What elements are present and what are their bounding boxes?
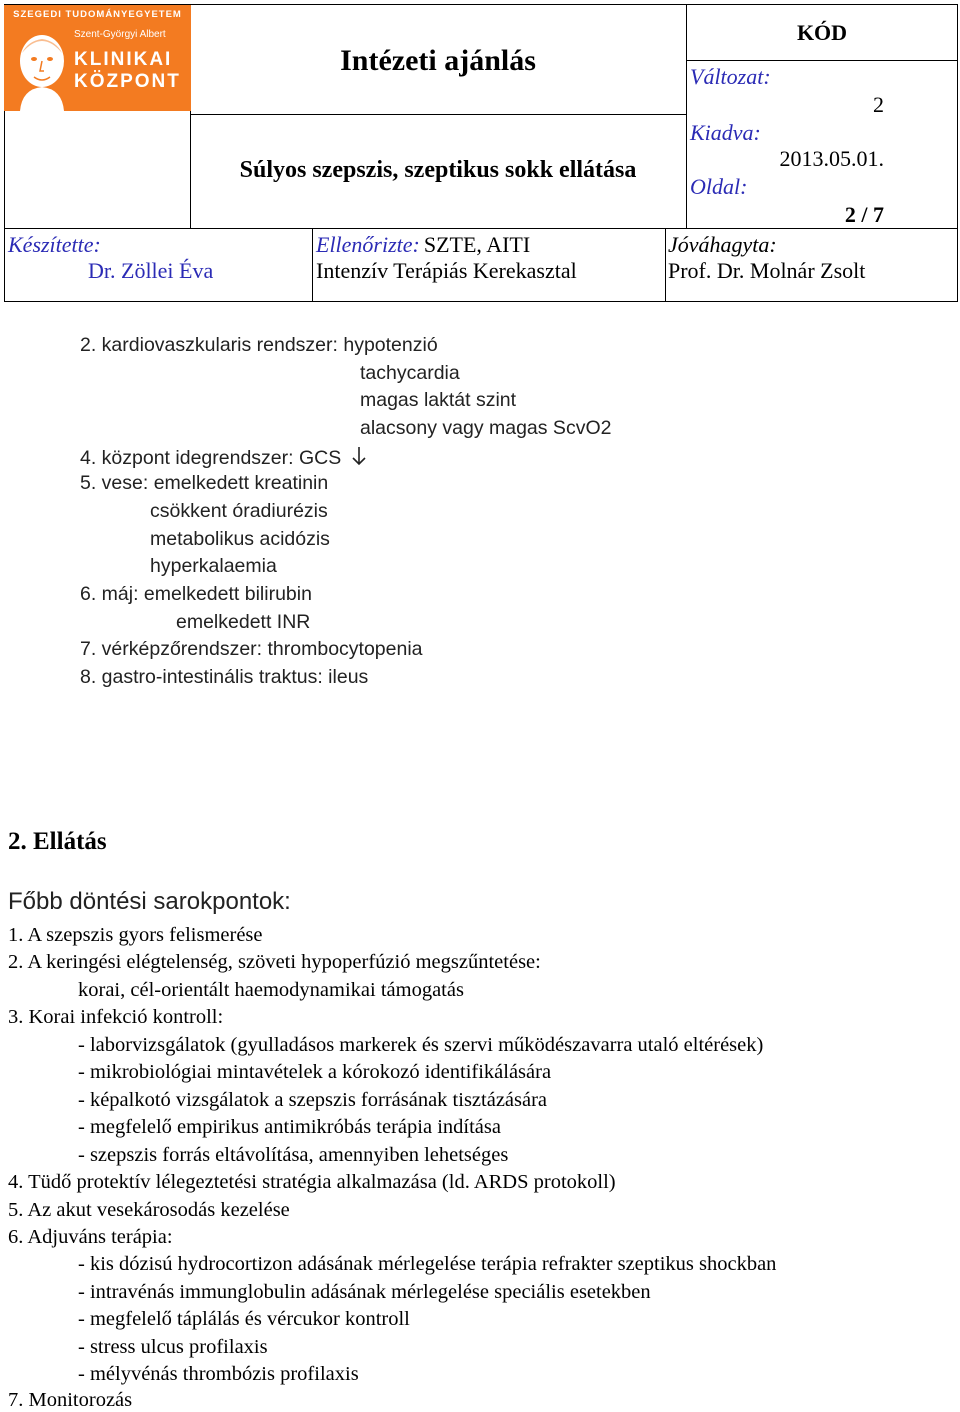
header-divider xyxy=(312,228,313,302)
list-item: csökkent óradiurézis xyxy=(150,500,328,522)
issued-value: 2013.05.01. xyxy=(779,146,884,171)
doc-type: Intézeti ajánlás xyxy=(340,44,536,77)
approved-label: Jóváhagyta: xyxy=(668,232,777,257)
list-item: tachycardia xyxy=(360,362,460,384)
list-item: 7. vérképzőrendszer: thrombocytopenia xyxy=(80,638,423,660)
checked-row xyxy=(316,232,530,258)
list-item: 7. Monitorozás xyxy=(8,1389,133,1411)
university-logo xyxy=(4,5,191,111)
list-item: 6. Adjuváns terápia: xyxy=(8,1226,173,1248)
section-subheading: Főbb döntési sarokpontok: xyxy=(8,888,291,915)
list-item: - kis dózisú hydrocortizon adásának mérlegelése terápia refrakter szeptikus shockban xyxy=(78,1253,777,1275)
list-item: hyperkalaemia xyxy=(150,555,277,577)
header-divider xyxy=(665,228,666,302)
list-item: emelkedett INR xyxy=(176,611,311,633)
version-label: Változat: xyxy=(690,64,771,89)
list-item: 5. Az akut vesekárosodás kezelése xyxy=(8,1199,290,1221)
gcs-text: 4. központ idegrendszer: GCS xyxy=(80,447,342,469)
header-divider xyxy=(686,4,687,228)
list-item: 3. Korai infekció kontroll: xyxy=(8,1006,224,1028)
list-item: 8. gastro-intestinális traktus: ileus xyxy=(80,666,369,688)
section-heading: 2. Ellátás xyxy=(8,828,107,855)
logo-university: SZEGEDI TUDOMÁNYEGYETEM xyxy=(4,5,191,25)
header-divider xyxy=(686,60,958,61)
portrait-icon xyxy=(12,23,72,111)
list-item: 4. Tüdő protektív lélegeztetési stratégia alkalmazása (ld. ARDS protokoll) xyxy=(8,1171,616,1193)
list-item: 6. máj: emelkedett bilirubin xyxy=(80,583,312,605)
checked-label: Ellenőrizte: xyxy=(316,232,420,257)
approved-value: Prof. Dr. Molnár Zsolt xyxy=(668,258,866,283)
list-item: - stress ulcus profilaxis xyxy=(78,1336,268,1358)
list-item: - intravénás immunglobulin adásának mérlegelése speciális esetekben xyxy=(78,1281,651,1303)
list-item: 2. kardiovaszkularis rendszer: hypotenzió xyxy=(80,334,438,356)
list-item: magas laktát szint xyxy=(360,389,517,411)
header-divider xyxy=(190,114,686,115)
prepared-value: Dr. Zöllei Éva xyxy=(88,258,214,283)
logo-subtitle: Szent-Györgyi Albert xyxy=(74,29,166,40)
logo-line2: KÖZPONT xyxy=(74,71,181,92)
list-item: korai, cél-orientált haemodynamikai támogatás xyxy=(78,979,464,1001)
list-item: - laborvizsgálatok (gyulladásos markerek és szervi működészavarra utaló eltérések) xyxy=(78,1034,764,1056)
list-item: 1. A szepszis gyors felismerése xyxy=(8,924,263,946)
list-item: 5. vese: emelkedett kreatinin xyxy=(80,472,329,494)
checked-value-2: Intenzív Terápiás Kerekasztal xyxy=(316,258,577,283)
arrow-down-icon xyxy=(351,445,367,467)
list-item: - szepszis forrás eltávolítása, amennyiben lehetséges xyxy=(78,1144,509,1166)
list-item: - mikrobiológiai mintavételek a kórokozó identifikálására xyxy=(78,1061,552,1083)
prepared-label: Készítette: xyxy=(8,232,101,257)
issued-label: Kiadva: xyxy=(690,120,761,145)
list-item: - megfelelő empirikus antimikróbás terápia indítása xyxy=(78,1116,501,1138)
version-value: 2 xyxy=(873,92,884,117)
list-item: 2. A keringési elégtelenség, szöveti hypoperfúzió megszűntetése: xyxy=(8,951,541,973)
list-item xyxy=(80,445,367,470)
page-label: Oldal: xyxy=(690,174,748,199)
kod-label: KÓD xyxy=(796,20,848,45)
header-divider xyxy=(4,228,958,229)
list-item: metabolikus acidózis xyxy=(150,528,330,550)
page-value: 2 / 7 xyxy=(844,202,884,227)
list-item: - mélyvénás thrombózis profilaxis xyxy=(78,1363,359,1385)
doc-title: Súlyos szepszis, szeptikus sokk ellátása xyxy=(239,157,637,183)
logo-line1: KLINIKAI xyxy=(74,49,173,70)
list-item: alacsony vagy magas ScvO2 xyxy=(360,417,612,439)
list-item: - képalkotó vizsgálatok a szepszis forrásának tisztázására xyxy=(78,1089,548,1111)
checked-value-1: SZTE, AITI xyxy=(423,232,531,257)
list-item: - megfelelő táplálás és vércukor kontroll xyxy=(78,1308,410,1330)
